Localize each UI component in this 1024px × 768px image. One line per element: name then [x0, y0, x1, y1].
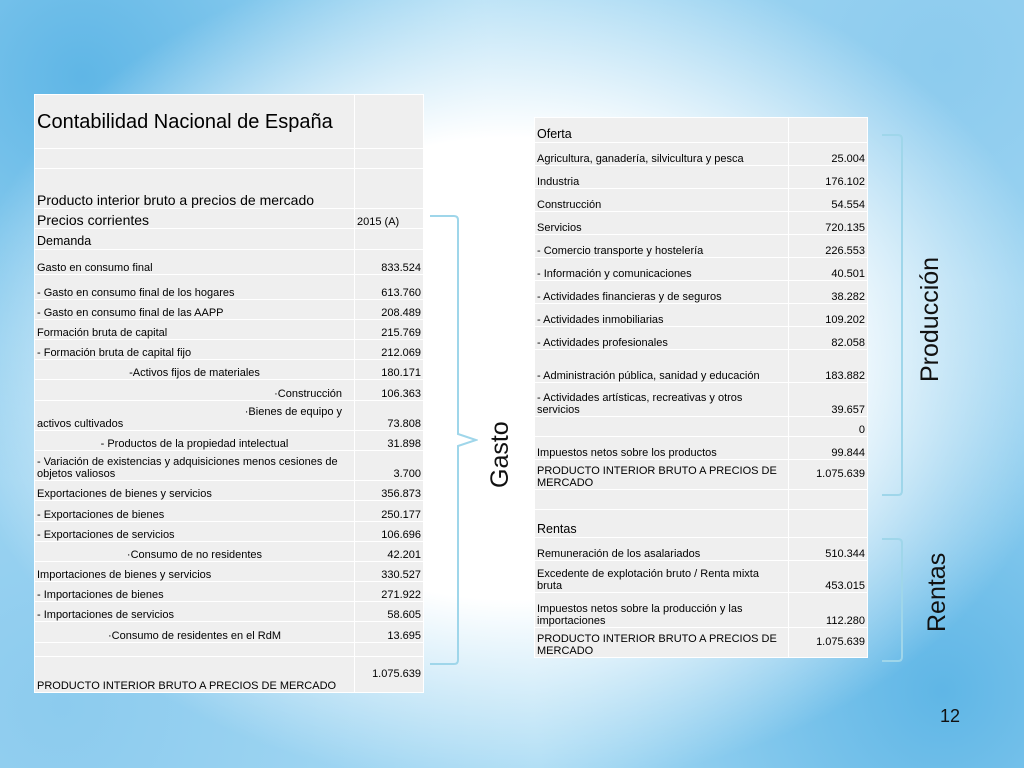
row-value: 613.760 [355, 275, 424, 300]
row-label: - Actividades financieras y de seguros [535, 281, 789, 304]
row-value: 54.554 [789, 189, 868, 212]
row-label-line: activos cultivados [37, 417, 124, 430]
table-row [35, 431, 424, 451]
row-label: Construcción [535, 189, 789, 212]
table-row [535, 327, 868, 350]
row-value: 39.657 [789, 383, 868, 417]
row-value: 356.873 [355, 481, 424, 501]
row-label: - Exportaciones de bienes [35, 501, 355, 522]
table-row [35, 451, 424, 481]
row-label: - Comercio transporte y hostelería [535, 235, 789, 258]
produccion-label: Producción [916, 256, 944, 382]
table-row [535, 383, 868, 417]
table-row [535, 143, 868, 166]
row-value: 183.882 [789, 350, 868, 383]
row-value: 99.844 [789, 437, 868, 460]
table-row [535, 304, 868, 327]
row-label: - Gasto en consumo final de los hogares [35, 275, 355, 300]
row-label: ·Construcción [35, 380, 355, 401]
row-label: - Gasto en consumo final de las AAPP [35, 300, 355, 320]
row-label: Excedente de explotación bruto / Renta mixta bruta [535, 561, 789, 593]
table-row [535, 593, 868, 628]
table-row [35, 340, 424, 360]
table-row [35, 542, 424, 562]
row-value: 109.202 [789, 304, 868, 327]
row-label: - Información y comunicaciones [535, 258, 789, 281]
table-row [35, 481, 424, 501]
table-row [535, 490, 868, 510]
row-value: 271.922 [355, 582, 424, 602]
table-row [535, 281, 868, 304]
row-label: Gasto en consumo final [35, 250, 355, 275]
row-label: - Actividades artísticas, recreativas y otros servicios [535, 383, 789, 417]
row-value: 226.553 [789, 235, 868, 258]
table-row [535, 212, 868, 235]
row-label: Industria [535, 166, 789, 189]
table-row [535, 538, 868, 561]
row-value: 833.524 [355, 250, 424, 275]
table-row [535, 189, 868, 212]
row-label-line: ·Bienes de equipo y [244, 405, 342, 418]
rentas-brace [880, 537, 910, 663]
table-row [35, 95, 424, 149]
total-label: PRODUCTO INTERIOR BRUTO A PRECIOS DE MERCADO [35, 657, 355, 693]
year-label: 2015 (A) [355, 209, 424, 229]
section-label: Demanda [35, 229, 355, 250]
table-row [35, 320, 424, 340]
row-label: Formación bruta de capital [35, 320, 355, 340]
gasto-table [34, 94, 424, 693]
row-value: 31.898 [355, 431, 424, 451]
row-value: 58.605 [355, 602, 424, 622]
page-number: 12 [940, 706, 961, 726]
row-label: - Importaciones de servicios [35, 602, 355, 622]
table-row [535, 561, 868, 593]
table-row [535, 235, 868, 258]
row-label: - Formación bruta de capital fijo [35, 340, 355, 360]
table-row [35, 360, 424, 380]
table-title: Contabilidad Nacional de España [35, 95, 355, 149]
row-value: 13.695 [355, 622, 424, 643]
table-row [35, 657, 424, 693]
table-row [35, 501, 424, 522]
table-row [535, 417, 868, 437]
row-label: PRODUCTO INTERIOR BRUTO A PRECIOS DE MERCADO [535, 628, 789, 658]
gasto-brace [428, 214, 478, 666]
row-label: - Exportaciones de servicios [35, 522, 355, 542]
row-value: 73.808 [355, 401, 424, 431]
row-value: 82.058 [789, 327, 868, 350]
table-row [535, 510, 868, 538]
row-value: 3.700 [355, 451, 424, 481]
row-value: 510.344 [789, 538, 868, 561]
table-row [35, 250, 424, 275]
table-row [535, 437, 868, 460]
table-row [35, 562, 424, 582]
row-value: 1.075.639 [789, 460, 868, 490]
oferta-label: Oferta [535, 118, 789, 143]
row-value: 25.004 [789, 143, 868, 166]
total-value: 1.075.639 [355, 657, 424, 693]
table-row [535, 166, 868, 189]
row-value: 38.282 [789, 281, 868, 304]
row-value: 208.489 [355, 300, 424, 320]
row-value: 40.501 [789, 258, 868, 281]
row-label: Importaciones de bienes y servicios [35, 562, 355, 582]
row-label: Impuestos netos sobre la producción y las importaciones [535, 593, 789, 628]
table-subtitle: Producto interior bruto a precios de mercado [35, 169, 355, 209]
table-row [535, 118, 868, 143]
row-label: - Actividades profesionales [535, 327, 789, 350]
row-value: 0 [789, 417, 868, 437]
row-label [535, 417, 789, 437]
row-value: 250.177 [355, 501, 424, 522]
table-row [35, 169, 424, 209]
table-row [535, 460, 868, 490]
table-row [35, 582, 424, 602]
rentas-header: Rentas [535, 510, 789, 538]
row-value: 453.015 [789, 561, 868, 593]
row-label [35, 401, 355, 431]
table-row [35, 300, 424, 320]
row-value: 112.280 [789, 593, 868, 628]
row-label: Servicios [535, 212, 789, 235]
produccion-brace [880, 133, 910, 497]
row-value: 106.696 [355, 522, 424, 542]
row-label: Impuestos netos sobre los productos [535, 437, 789, 460]
row-label: ·Consumo de residentes en el RdM [35, 622, 355, 643]
table-row [35, 401, 424, 431]
table-row [35, 522, 424, 542]
row-label: Remuneración de los asalariados [535, 538, 789, 561]
row-value: 212.069 [355, 340, 424, 360]
row-value: 215.769 [355, 320, 424, 340]
row-value: 720.135 [789, 212, 868, 235]
row-label: - Productos de la propiedad intelectual [35, 431, 355, 451]
row-label: - Actividades inmobiliarias [535, 304, 789, 327]
table-row [35, 622, 424, 643]
row-label: - Importaciones de bienes [35, 582, 355, 602]
row-label: -Activos fijos de materiales [35, 360, 355, 380]
table-row [35, 229, 424, 250]
table-row [35, 209, 424, 229]
row-value: 180.171 [355, 360, 424, 380]
table-row [35, 380, 424, 401]
gasto-label: Gasto [486, 421, 514, 488]
row-label: - Variación de existencias y adquisiciones menos cesiones de objetos valiosos [35, 451, 355, 481]
produccion-table [534, 117, 868, 658]
row-label: - Administración pública, sanidad y educación [535, 350, 789, 383]
table-row [35, 275, 424, 300]
row-value: 176.102 [789, 166, 868, 189]
table-row [535, 350, 868, 383]
row-label: Agricultura, ganadería, silvicultura y pesca [535, 143, 789, 166]
rentas-label: Rentas [923, 552, 951, 632]
table-row [35, 149, 424, 169]
row-value: 330.527 [355, 562, 424, 582]
table-row [535, 628, 868, 658]
row-label: PRODUCTO INTERIOR BRUTO A PRECIOS DE MERCADO [535, 460, 789, 490]
table-row [35, 643, 424, 657]
row-value: 106.363 [355, 380, 424, 401]
row-label: ·Consumo de no residentes [35, 542, 355, 562]
row-label: Exportaciones de bienes y servicios [35, 481, 355, 501]
table-row [535, 258, 868, 281]
table-row [35, 602, 424, 622]
row-value: 42.201 [355, 542, 424, 562]
row-value: 1.075.639 [789, 628, 868, 658]
price-label: Precios corrientes [35, 209, 355, 229]
